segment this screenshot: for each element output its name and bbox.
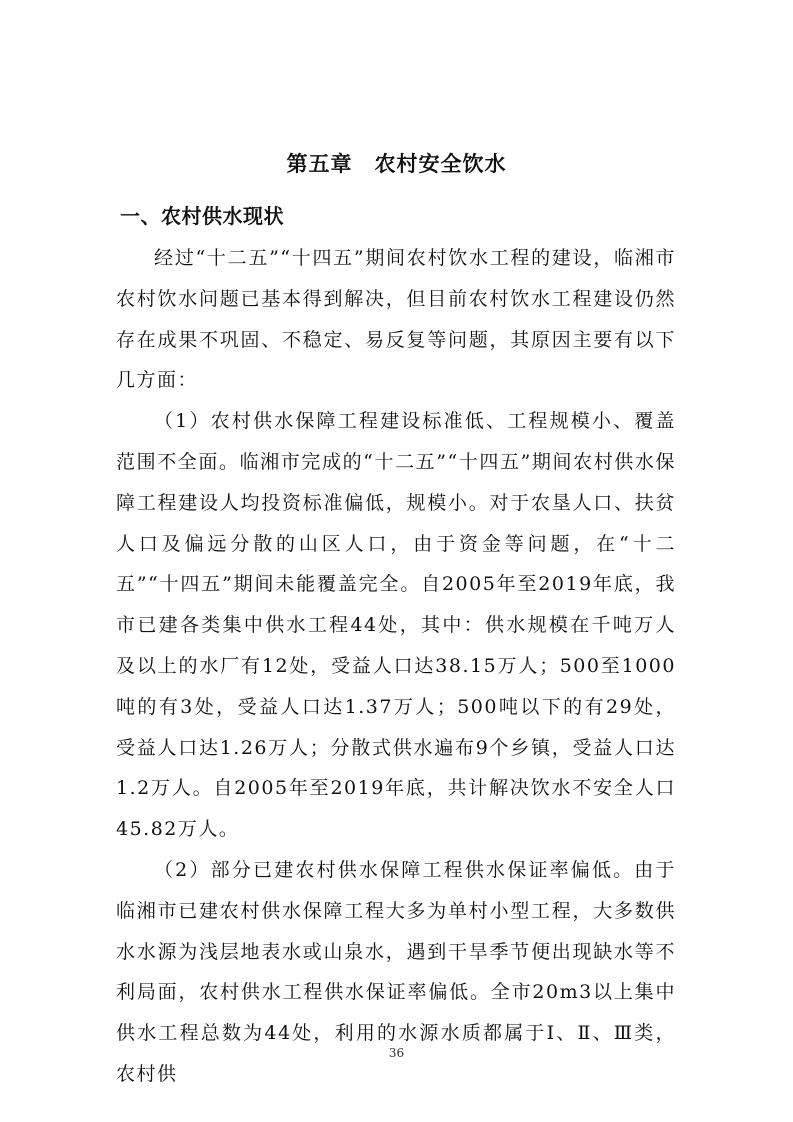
section-heading: 一、农村供水现状 — [120, 204, 284, 228]
paragraph-item-2: （2）部分已建农村供水保障工程供水保证率偏低。由于临湘市已建农村供水保障工程大多为单村小型工程，大多数供水水源为浅层地表水或山泉水，遇到干旱季节便出现缺水等不利局面，农村供水工程供水保证率偏低。全市20m3以上集中供水工程总数为44处，利用的水源水质都属于Ⅰ、Ⅱ、Ⅲ类，农村供 — [116, 858, 676, 1085]
body-text — [116, 238, 676, 1095]
paragraph-item-1: （1）农村供水保障工程建设标准低、工程规模小、覆盖范围不全面。临湘市完成的“十二五”“十四五”期间农村供水保障工程建设人均投资标准偏低，规模小。对于农垦人口、扶贫人口及偏远分散的山区人口，由于资金等问题，在“十二五”“十四五”期间未能覆盖完全。自2005年至2019年底，我市已建各类集中供水工程44处，其中：供水规模在千吨万人及以上的水厂有12处，受益人口达38.15万人；500至1000吨的有3处，受益人口达1.37万人；500吨以下的有29处，受益人口达1.26万人；分散式供水遍布9个乡镇，受益人口达1.2万人。自2005年至2019年底，共计解决饮水不安全人口45.82万人。 — [116, 410, 676, 841]
page-number: 36 — [388, 1046, 405, 1060]
paragraph-intro: 经过“十二五”“十四五”期间农村饮水工程的建设，临湘市农村饮水问题已基本得到解决，但目前农村饮水工程建设仍然存在成果不巩固、不稳定、易反复等问题，其原因主要有以下几方面： — [116, 247, 676, 392]
chapter-title: 第五章 农村安全饮水 — [286, 152, 507, 176]
